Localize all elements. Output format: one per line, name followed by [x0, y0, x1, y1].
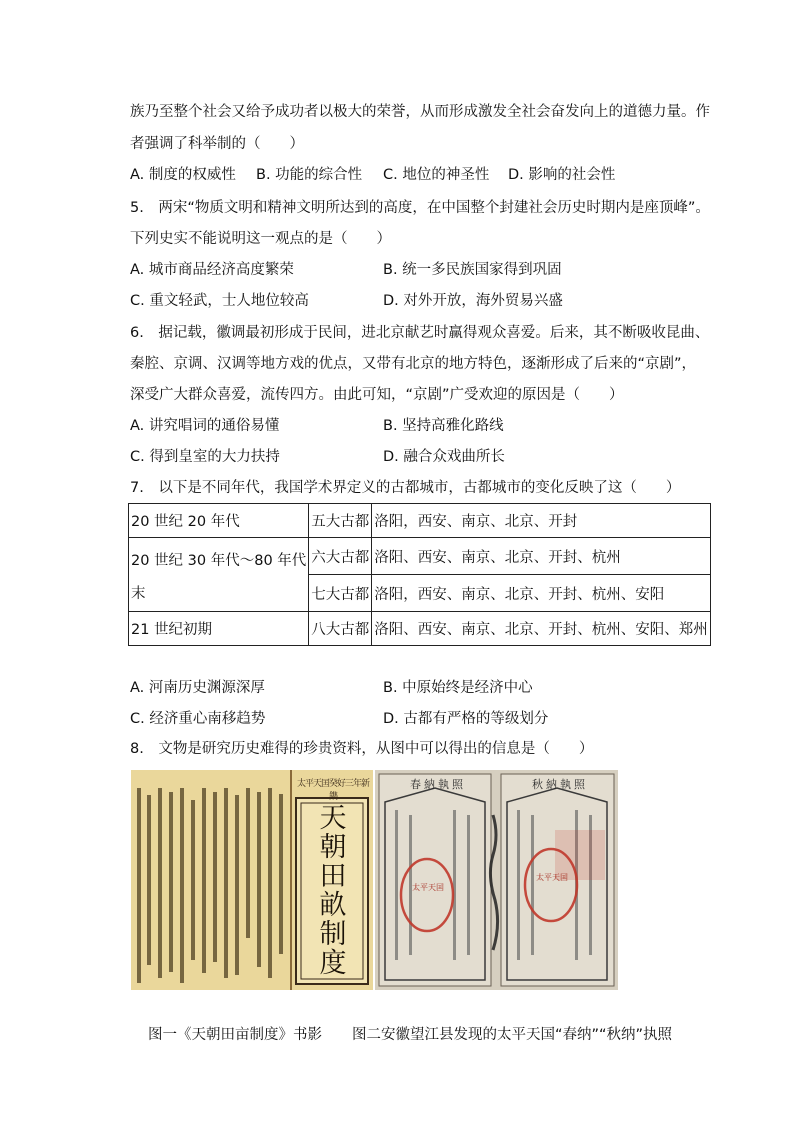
book-title-column	[309, 804, 357, 978]
receipt-seal-left: 太平天囯	[412, 883, 444, 892]
era-cell	[129, 538, 309, 612]
q4-stem-line1: 族乃至整个社会又给予成功者以极大的荣誉，从而形成激发全社会奋发向上的道德力量。作	[130, 104, 710, 120]
q6-option-b: B. 坚持高雅化路线	[383, 418, 504, 434]
q4-option-b: B. 功能的综合性	[256, 167, 363, 183]
q4-stem-line2: 者强调了科举制的（ ）	[130, 136, 304, 152]
capital-count-cell: 七大古都	[309, 575, 372, 612]
figure2-caption: 图二安徽望江县发现的太平天国“春纳”“秋纳”执照	[352, 1027, 673, 1043]
tianchao-book-image	[131, 770, 373, 990]
q5-option-d: D. 对外开放，海外贸易兴盛	[383, 293, 563, 309]
taiping-receipts-image	[375, 770, 618, 990]
cities-cell: 洛阳、西安、南京、北京、开封、杭州、安阳、郑州	[372, 612, 711, 646]
spring-receipt-header: 春納執照	[410, 778, 466, 791]
book-title-char: 田	[319, 861, 347, 892]
autumn-receipt-header: 秋納執照	[532, 778, 588, 791]
q4-option-a: A. 制度的权威性	[130, 167, 236, 183]
q7-option-c: C. 经济重心南移趋势	[130, 711, 266, 727]
receipts-texture	[375, 770, 618, 990]
q6-option-d: D. 融合众戏曲所长	[383, 449, 505, 465]
q7-option-d: D. 古都有严格的等级划分	[383, 711, 549, 727]
book-header-text: 太平天囯癸好三年新鐫	[297, 779, 370, 802]
cities-cell: 洛阳，西安、南京、北京、开封、杭州、安阳	[372, 575, 711, 612]
q5-option-c: C. 重文轻武，士人地位较高	[130, 293, 309, 309]
q4-option-c: C. 地位的神圣性	[383, 167, 490, 183]
figure1-caption: 图一《天朝田亩制度》书影	[148, 1027, 322, 1043]
ancient-capitals-table	[128, 503, 711, 646]
book-title-char: 制	[319, 919, 347, 950]
cities-cell: 洛阳、西安、南京、北京、开封、杭州	[372, 538, 711, 575]
q7-stem: 7. 以下是不同年代，我国学术界定义的古都城市，古都城市的变化反映了这（ ）	[130, 480, 681, 496]
q6-stem-line2: 秦腔、京调、汉调等地方戏的优点，又带有北京的地方特色，逐渐形成了后来的“京剧”，	[130, 356, 697, 372]
capital-count-cell: 八大古都	[309, 612, 372, 646]
book-title-char: 天	[319, 803, 347, 834]
q6-option-a: A. 讲究唱词的通俗易懂	[130, 418, 280, 434]
book-title-char: 朝	[319, 832, 347, 863]
q6-option-c: C. 得到皇室的大力扶持	[130, 449, 280, 465]
q6-stem-line3: 深受广大群众喜爱，流传四方。由此可知，“京剧”广受欢迎的原因是（ ）	[130, 387, 624, 403]
cities-cell: 洛阳，西安、南京、北京、开封	[372, 504, 711, 538]
q5-stem-line2: 下列史实不能说明这一观点的是（ ）	[130, 231, 391, 247]
capital-count-cell: 五大古都	[309, 504, 372, 538]
q7-option-b: B. 中原始终是经济中心	[383, 680, 533, 696]
receipt-seal-right: 太平天囯	[536, 873, 568, 882]
q7-option-a: A. 河南历史渊源深厚	[130, 680, 265, 696]
q4-option-d: D. 影响的社会性	[508, 167, 616, 183]
table-row	[129, 538, 711, 575]
era-text-part2: 末	[131, 586, 146, 602]
era-text-part1: 20 世纪 30 年代～80 年代	[131, 553, 307, 569]
capital-count-cell: 六大古都	[309, 538, 372, 575]
q8-stem: 8. 文物是研究历史难得的珍贵资料，从图中可以得出的信息是（ ）	[130, 741, 594, 757]
q5-option-b: B. 统一多民族国家得到巩固	[383, 262, 562, 278]
era-cell: 20 世纪 20 年代	[129, 504, 309, 538]
table-row	[129, 612, 711, 646]
q5-stem-line1: 5. 两宋“物质文明和精神文明所达到的高度，在中国整个封建社会历史时期内是座顶峰”。	[130, 200, 710, 216]
book-title-char: 畝	[319, 890, 347, 921]
era-cell: 21 世纪初期	[129, 612, 309, 646]
q5-option-a: A. 城市商品经济高度繁荣	[130, 262, 294, 278]
q6-stem-line1: 6. 据记载，徽调最初形成于民间，进北京献艺时赢得观众喜爱。后来，其不断吸收昆曲、	[130, 325, 710, 341]
book-title-char: 度	[319, 948, 347, 979]
table-row	[129, 504, 711, 538]
